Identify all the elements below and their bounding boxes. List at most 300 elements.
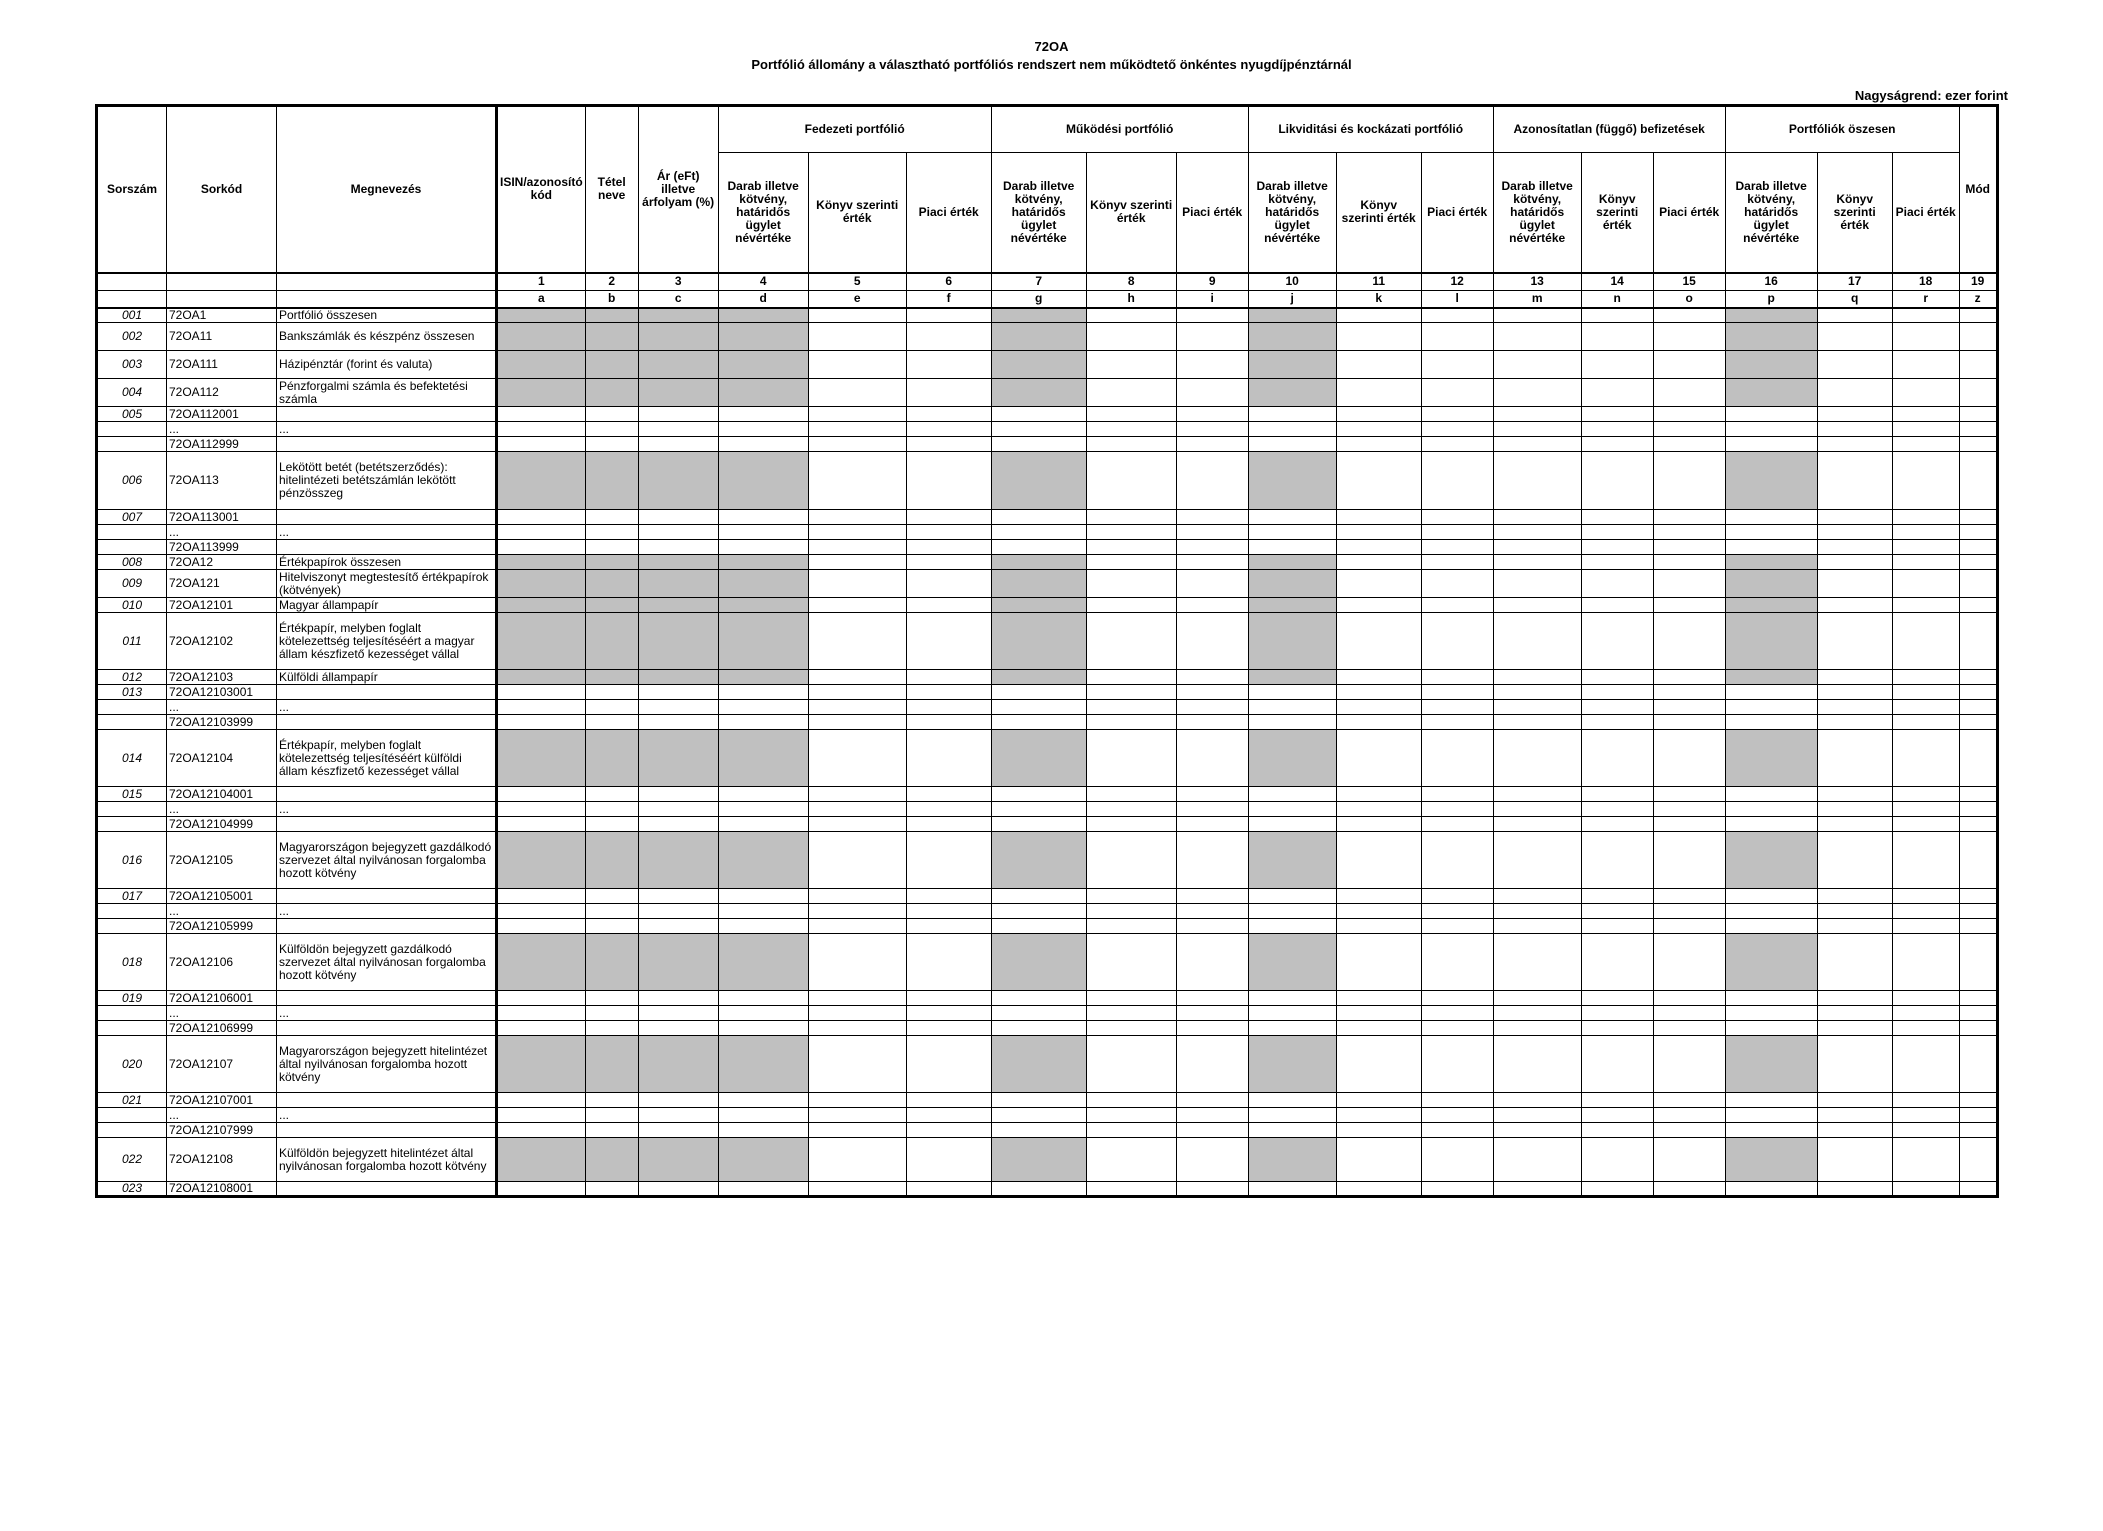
data-cell[interactable]: [1086, 351, 1176, 379]
data-cell[interactable]: [906, 407, 991, 422]
data-cell[interactable]: [808, 452, 906, 510]
data-cell[interactable]: [808, 1006, 906, 1021]
data-cell[interactable]: [1248, 685, 1336, 700]
data-cell[interactable]: [718, 407, 808, 422]
data-cell[interactable]: [1493, 1021, 1581, 1036]
data-cell[interactable]: [991, 934, 1086, 991]
data-cell[interactable]: [906, 817, 991, 832]
data-cell[interactable]: [585, 452, 638, 510]
data-cell[interactable]: [1421, 452, 1493, 510]
data-cell[interactable]: [1581, 510, 1653, 525]
data-cell[interactable]: [906, 700, 991, 715]
data-cell[interactable]: [497, 787, 586, 802]
data-cell[interactable]: [1653, 1182, 1725, 1197]
data-cell[interactable]: [1176, 570, 1248, 598]
data-cell[interactable]: [1336, 934, 1421, 991]
data-cell[interactable]: [991, 700, 1086, 715]
data-cell[interactable]: [1248, 510, 1336, 525]
data-cell[interactable]: [906, 832, 991, 889]
data-cell[interactable]: [1176, 832, 1248, 889]
data-cell[interactable]: [585, 540, 638, 555]
data-cell[interactable]: [585, 422, 638, 437]
data-cell[interactable]: [1892, 1021, 1959, 1036]
data-cell[interactable]: [1176, 351, 1248, 379]
data-cell[interactable]: [1421, 540, 1493, 555]
data-cell[interactable]: [1959, 613, 1997, 670]
data-cell[interactable]: [1336, 685, 1421, 700]
data-cell[interactable]: [1421, 1036, 1493, 1093]
data-cell[interactable]: [1421, 1021, 1493, 1036]
data-cell[interactable]: [1493, 1108, 1581, 1123]
data-cell[interactable]: [1653, 904, 1725, 919]
data-cell[interactable]: [906, 598, 991, 613]
data-cell[interactable]: [1653, 832, 1725, 889]
data-cell[interactable]: [1176, 817, 1248, 832]
data-cell[interactable]: [638, 540, 718, 555]
data-cell[interactable]: [497, 889, 586, 904]
data-cell[interactable]: [906, 670, 991, 685]
data-cell[interactable]: [1336, 407, 1421, 422]
data-cell[interactable]: [1725, 379, 1817, 407]
data-cell[interactable]: [1248, 540, 1336, 555]
data-cell[interactable]: [585, 817, 638, 832]
data-cell[interactable]: [1086, 555, 1176, 570]
data-cell[interactable]: [638, 510, 718, 525]
data-cell[interactable]: [1817, 919, 1892, 934]
data-cell[interactable]: [1725, 991, 1817, 1006]
data-cell[interactable]: [1581, 700, 1653, 715]
data-cell[interactable]: [1725, 540, 1817, 555]
data-cell[interactable]: [1086, 452, 1176, 510]
data-cell[interactable]: [1581, 1036, 1653, 1093]
data-cell[interactable]: [1336, 437, 1421, 452]
data-cell[interactable]: [1653, 323, 1725, 351]
data-cell[interactable]: [1336, 1036, 1421, 1093]
data-cell[interactable]: [906, 510, 991, 525]
data-cell[interactable]: [638, 598, 718, 613]
data-cell[interactable]: [1336, 1123, 1421, 1138]
data-cell[interactable]: [1086, 730, 1176, 787]
data-cell[interactable]: [1086, 323, 1176, 351]
data-cell[interactable]: [718, 555, 808, 570]
data-cell[interactable]: [1421, 407, 1493, 422]
data-cell[interactable]: [1248, 934, 1336, 991]
data-cell[interactable]: [906, 351, 991, 379]
data-cell[interactable]: [718, 919, 808, 934]
data-cell[interactable]: [906, 1021, 991, 1036]
data-cell[interactable]: [1653, 598, 1725, 613]
data-cell[interactable]: [1493, 323, 1581, 351]
data-cell[interactable]: [1892, 555, 1959, 570]
data-cell[interactable]: [585, 715, 638, 730]
data-cell[interactable]: [1817, 1108, 1892, 1123]
data-cell[interactable]: [497, 730, 586, 787]
data-cell[interactable]: [638, 700, 718, 715]
data-cell[interactable]: [638, 407, 718, 422]
data-cell[interactable]: [1959, 323, 1997, 351]
data-cell[interactable]: [1493, 817, 1581, 832]
data-cell[interactable]: [1959, 379, 1997, 407]
data-cell[interactable]: [1725, 510, 1817, 525]
data-cell[interactable]: [1248, 613, 1336, 670]
data-cell[interactable]: [1817, 787, 1892, 802]
data-cell[interactable]: [638, 715, 718, 730]
data-cell[interactable]: [1817, 1093, 1892, 1108]
data-cell[interactable]: [585, 379, 638, 407]
data-cell[interactable]: [585, 598, 638, 613]
data-cell[interactable]: [906, 1093, 991, 1108]
data-cell[interactable]: [1892, 817, 1959, 832]
data-cell[interactable]: [1959, 670, 1997, 685]
data-cell[interactable]: [1176, 889, 1248, 904]
data-cell[interactable]: [1725, 889, 1817, 904]
data-cell[interactable]: [497, 1123, 586, 1138]
data-cell[interactable]: [1725, 525, 1817, 540]
data-cell[interactable]: [497, 323, 586, 351]
data-cell[interactable]: [585, 670, 638, 685]
data-cell[interactable]: [718, 613, 808, 670]
data-cell[interactable]: [1336, 919, 1421, 934]
data-cell[interactable]: [1581, 1123, 1653, 1138]
data-cell[interactable]: [585, 570, 638, 598]
data-cell[interactable]: [1176, 598, 1248, 613]
data-cell[interactable]: [1653, 613, 1725, 670]
data-cell[interactable]: [638, 991, 718, 1006]
data-cell[interactable]: [1959, 1138, 1997, 1182]
data-cell[interactable]: [497, 379, 586, 407]
data-cell[interactable]: [497, 919, 586, 934]
data-cell[interactable]: [808, 685, 906, 700]
data-cell[interactable]: [718, 670, 808, 685]
data-cell[interactable]: [1336, 670, 1421, 685]
data-cell[interactable]: [1817, 510, 1892, 525]
data-cell[interactable]: [906, 540, 991, 555]
data-cell[interactable]: [1248, 904, 1336, 919]
data-cell[interactable]: [1653, 730, 1725, 787]
data-cell[interactable]: [906, 934, 991, 991]
data-cell[interactable]: [1421, 715, 1493, 730]
data-cell[interactable]: [1581, 1093, 1653, 1108]
data-cell[interactable]: [991, 787, 1086, 802]
data-cell[interactable]: [1959, 452, 1997, 510]
data-cell[interactable]: [497, 1108, 586, 1123]
data-cell[interactable]: [1959, 1108, 1997, 1123]
data-cell[interactable]: [1176, 613, 1248, 670]
data-cell[interactable]: [1581, 1006, 1653, 1021]
data-cell[interactable]: [1336, 379, 1421, 407]
data-cell[interactable]: [718, 540, 808, 555]
data-cell[interactable]: [1653, 934, 1725, 991]
data-cell[interactable]: [638, 422, 718, 437]
data-cell[interactable]: [497, 1021, 586, 1036]
data-cell[interactable]: [1725, 730, 1817, 787]
data-cell[interactable]: [1176, 379, 1248, 407]
data-cell[interactable]: [585, 685, 638, 700]
data-cell[interactable]: [1817, 1006, 1892, 1021]
data-cell[interactable]: [638, 452, 718, 510]
data-cell[interactable]: [1493, 1036, 1581, 1093]
data-cell[interactable]: [638, 1123, 718, 1138]
data-cell[interactable]: [497, 904, 586, 919]
data-cell[interactable]: [1421, 525, 1493, 540]
data-cell[interactable]: [1653, 1108, 1725, 1123]
data-cell[interactable]: [1725, 1123, 1817, 1138]
data-cell[interactable]: [497, 685, 586, 700]
data-cell[interactable]: [1421, 598, 1493, 613]
data-cell[interactable]: [718, 889, 808, 904]
data-cell[interactable]: [1892, 1182, 1959, 1197]
data-cell[interactable]: [1336, 525, 1421, 540]
data-cell[interactable]: [1248, 1108, 1336, 1123]
data-cell[interactable]: [1892, 1036, 1959, 1093]
data-cell[interactable]: [1086, 1006, 1176, 1021]
data-cell[interactable]: [808, 555, 906, 570]
data-cell[interactable]: [1725, 787, 1817, 802]
data-cell[interactable]: [1959, 700, 1997, 715]
data-cell[interactable]: [1336, 991, 1421, 1006]
data-cell[interactable]: [808, 540, 906, 555]
data-cell[interactable]: [991, 832, 1086, 889]
data-cell[interactable]: [1336, 802, 1421, 817]
data-cell[interactable]: [1248, 730, 1336, 787]
data-cell[interactable]: [1086, 919, 1176, 934]
data-cell[interactable]: [1653, 685, 1725, 700]
data-cell[interactable]: [718, 1138, 808, 1182]
data-cell[interactable]: [1421, 437, 1493, 452]
data-cell[interactable]: [1176, 525, 1248, 540]
data-cell[interactable]: [1892, 1093, 1959, 1108]
data-cell[interactable]: [1817, 379, 1892, 407]
data-cell[interactable]: [1653, 919, 1725, 934]
data-cell[interactable]: [585, 323, 638, 351]
data-cell[interactable]: [1086, 422, 1176, 437]
data-cell[interactable]: [1959, 570, 1997, 598]
data-cell[interactable]: [991, 308, 1086, 323]
data-cell[interactable]: [991, 422, 1086, 437]
data-cell[interactable]: [718, 525, 808, 540]
data-cell[interactable]: [906, 1006, 991, 1021]
data-cell[interactable]: [1725, 802, 1817, 817]
data-cell[interactable]: [1086, 802, 1176, 817]
data-cell[interactable]: [718, 1123, 808, 1138]
data-cell[interactable]: [808, 323, 906, 351]
data-cell[interactable]: [991, 570, 1086, 598]
data-cell[interactable]: [1248, 437, 1336, 452]
data-cell[interactable]: [1421, 1123, 1493, 1138]
data-cell[interactable]: [1086, 685, 1176, 700]
data-cell[interactable]: [991, 1138, 1086, 1182]
data-cell[interactable]: [906, 1108, 991, 1123]
data-cell[interactable]: [808, 1138, 906, 1182]
data-cell[interactable]: [1817, 832, 1892, 889]
data-cell[interactable]: [638, 379, 718, 407]
data-cell[interactable]: [1248, 308, 1336, 323]
data-cell[interactable]: [585, 525, 638, 540]
data-cell[interactable]: [808, 1021, 906, 1036]
data-cell[interactable]: [1653, 670, 1725, 685]
data-cell[interactable]: [1421, 308, 1493, 323]
data-cell[interactable]: [1493, 919, 1581, 934]
data-cell[interactable]: [991, 919, 1086, 934]
data-cell[interactable]: [1817, 1182, 1892, 1197]
data-cell[interactable]: [1959, 1123, 1997, 1138]
data-cell[interactable]: [1336, 1108, 1421, 1123]
data-cell[interactable]: [1421, 802, 1493, 817]
data-cell[interactable]: [1248, 570, 1336, 598]
data-cell[interactable]: [1892, 991, 1959, 1006]
data-cell[interactable]: [1725, 685, 1817, 700]
data-cell[interactable]: [991, 670, 1086, 685]
data-cell[interactable]: [1248, 525, 1336, 540]
data-cell[interactable]: [1421, 351, 1493, 379]
data-cell[interactable]: [1086, 700, 1176, 715]
data-cell[interactable]: [638, 670, 718, 685]
data-cell[interactable]: [1959, 407, 1997, 422]
data-cell[interactable]: [718, 802, 808, 817]
data-cell[interactable]: [585, 555, 638, 570]
data-cell[interactable]: [1892, 598, 1959, 613]
data-cell[interactable]: [1248, 452, 1336, 510]
data-cell[interactable]: [991, 1036, 1086, 1093]
data-cell[interactable]: [1421, 1006, 1493, 1021]
data-cell[interactable]: [1959, 1006, 1997, 1021]
data-cell[interactable]: [1086, 904, 1176, 919]
data-cell[interactable]: [906, 685, 991, 700]
data-cell[interactable]: [1176, 1093, 1248, 1108]
data-cell[interactable]: [906, 525, 991, 540]
data-cell[interactable]: [1086, 525, 1176, 540]
data-cell[interactable]: [991, 715, 1086, 730]
data-cell[interactable]: [718, 1006, 808, 1021]
data-cell[interactable]: [1653, 570, 1725, 598]
data-cell[interactable]: [1086, 889, 1176, 904]
data-cell[interactable]: [1817, 991, 1892, 1006]
data-cell[interactable]: [585, 1123, 638, 1138]
data-cell[interactable]: [1581, 379, 1653, 407]
data-cell[interactable]: [1493, 1138, 1581, 1182]
data-cell[interactable]: [1653, 1006, 1725, 1021]
data-cell[interactable]: [1653, 817, 1725, 832]
data-cell[interactable]: [1248, 787, 1336, 802]
data-cell[interactable]: [1493, 555, 1581, 570]
data-cell[interactable]: [1581, 422, 1653, 437]
data-cell[interactable]: [906, 1123, 991, 1138]
data-cell[interactable]: [497, 700, 586, 715]
data-cell[interactable]: [1086, 934, 1176, 991]
data-cell[interactable]: [1892, 452, 1959, 510]
data-cell[interactable]: [1176, 407, 1248, 422]
data-cell[interactable]: [1653, 1093, 1725, 1108]
data-cell[interactable]: [1086, 540, 1176, 555]
data-cell[interactable]: [718, 1182, 808, 1197]
data-cell[interactable]: [497, 1138, 586, 1182]
data-cell[interactable]: [1336, 1182, 1421, 1197]
data-cell[interactable]: [991, 991, 1086, 1006]
data-cell[interactable]: [585, 934, 638, 991]
data-cell[interactable]: [1336, 700, 1421, 715]
data-cell[interactable]: [1581, 1138, 1653, 1182]
data-cell[interactable]: [1248, 422, 1336, 437]
data-cell[interactable]: [1892, 685, 1959, 700]
data-cell[interactable]: [1581, 904, 1653, 919]
data-cell[interactable]: [1176, 1123, 1248, 1138]
data-cell[interactable]: [1653, 452, 1725, 510]
data-cell[interactable]: [1336, 613, 1421, 670]
data-cell[interactable]: [497, 832, 586, 889]
data-cell[interactable]: [638, 555, 718, 570]
data-cell[interactable]: [1248, 1093, 1336, 1108]
data-cell[interactable]: [1653, 555, 1725, 570]
data-cell[interactable]: [1653, 379, 1725, 407]
data-cell[interactable]: [1493, 598, 1581, 613]
data-cell[interactable]: [808, 1093, 906, 1108]
data-cell[interactable]: [808, 934, 906, 991]
data-cell[interactable]: [1892, 787, 1959, 802]
data-cell[interactable]: [991, 452, 1086, 510]
data-cell[interactable]: [1176, 934, 1248, 991]
data-cell[interactable]: [585, 787, 638, 802]
data-cell[interactable]: [1892, 670, 1959, 685]
data-cell[interactable]: [1086, 1093, 1176, 1108]
data-cell[interactable]: [1493, 510, 1581, 525]
data-cell[interactable]: [1176, 700, 1248, 715]
data-cell[interactable]: [1086, 991, 1176, 1006]
data-cell[interactable]: [808, 700, 906, 715]
data-cell[interactable]: [1725, 1108, 1817, 1123]
data-cell[interactable]: [638, 1138, 718, 1182]
data-cell[interactable]: [497, 715, 586, 730]
data-cell[interactable]: [718, 570, 808, 598]
data-cell[interactable]: [1959, 991, 1997, 1006]
data-cell[interactable]: [1248, 1138, 1336, 1182]
data-cell[interactable]: [1493, 904, 1581, 919]
data-cell[interactable]: [1176, 904, 1248, 919]
data-cell[interactable]: [1959, 308, 1997, 323]
data-cell[interactable]: [906, 802, 991, 817]
data-cell[interactable]: [718, 598, 808, 613]
data-cell[interactable]: [1493, 379, 1581, 407]
data-cell[interactable]: [1248, 670, 1336, 685]
data-cell[interactable]: [1248, 919, 1336, 934]
data-cell[interactable]: [1817, 452, 1892, 510]
data-cell[interactable]: [638, 685, 718, 700]
data-cell[interactable]: [1892, 919, 1959, 934]
data-cell[interactable]: [1493, 670, 1581, 685]
data-cell[interactable]: [1817, 1021, 1892, 1036]
data-cell[interactable]: [991, 1108, 1086, 1123]
data-cell[interactable]: [1493, 832, 1581, 889]
data-cell[interactable]: [638, 613, 718, 670]
data-cell[interactable]: [1892, 540, 1959, 555]
data-cell[interactable]: [1959, 540, 1997, 555]
data-cell[interactable]: [1892, 730, 1959, 787]
data-cell[interactable]: [1493, 437, 1581, 452]
data-cell[interactable]: [1336, 787, 1421, 802]
data-cell[interactable]: [718, 351, 808, 379]
data-cell[interactable]: [1421, 685, 1493, 700]
data-cell[interactable]: [991, 730, 1086, 787]
data-cell[interactable]: [1336, 308, 1421, 323]
data-cell[interactable]: [1248, 1006, 1336, 1021]
data-cell[interactable]: [808, 379, 906, 407]
data-cell[interactable]: [1581, 832, 1653, 889]
data-cell[interactable]: [808, 510, 906, 525]
data-cell[interactable]: [718, 715, 808, 730]
data-cell[interactable]: [1336, 351, 1421, 379]
data-cell[interactable]: [1493, 422, 1581, 437]
data-cell[interactable]: [1817, 1123, 1892, 1138]
data-cell[interactable]: [1336, 1093, 1421, 1108]
